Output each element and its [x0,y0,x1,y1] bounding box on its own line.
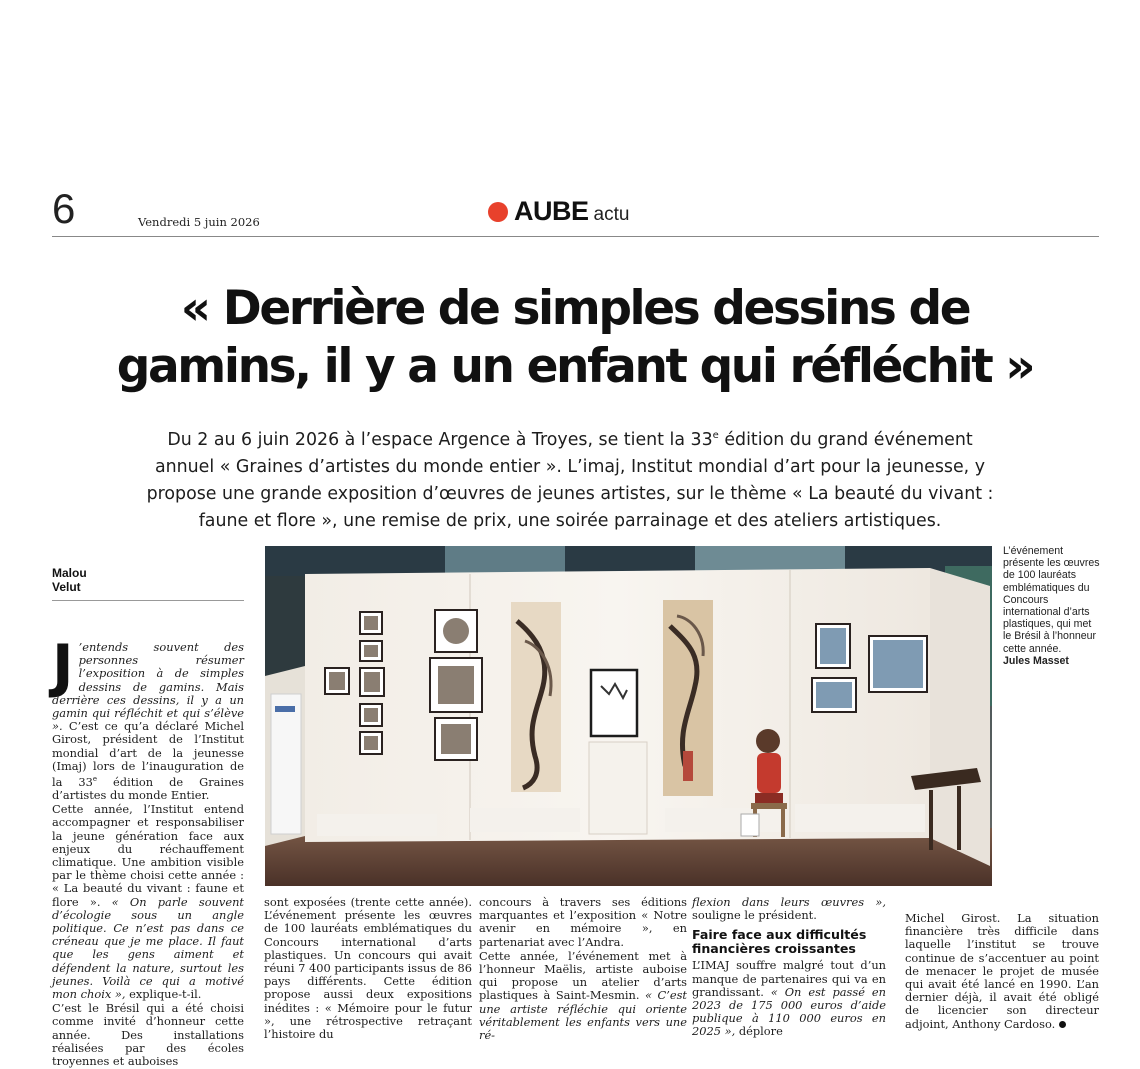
article-column-4 [692,896,886,1040]
article-paragraph-6 [479,950,687,1042]
paragraph-8-text-a: L’IMAJ souffre malgré tout d’un manque de partenaires qui va en grandissant. [692,958,886,999]
paragraph-6-text-a: Cette année, l’événement met à l’honneur Maëlis, artiste auboise qui propose un atelier d’arts plastiques à Saint-Mesmin. [479,948,687,1003]
lead-paragraph [140,422,1000,536]
section-subname: actu [593,203,630,225]
section-name: AUBE [514,196,589,226]
headline [30,280,1120,396]
article-paragraph-4: sont exposées (trente cette année). L’événement présente les œuvres de 100 lauréats emblématiques du Concours international d’arts plastiques. Un concours qui avait réuni 7 400 participants issus de 86 pays différents. Cette édition propose aussi deux expositions inédites : « Mémoire pour le futur », une rétrospective retraçant l’histoire du [264,895,472,1042]
issue-date: Vendredi 5 juin 2026 [138,215,260,229]
paragraph-1-superscript: e [92,775,98,784]
lead-part-2: édition du grand événement annuel « Graines d’artistes du monde entier ». L’imaj, Institut mondial d’art pour la jeunesse, y propose une grande exposition d’œuvres de jeunes artistes, sur le thème « La beauté du vivant : faune et flore », une remise de prix, une soirée parrainage et des ateliers artistiques. [146,429,994,532]
paragraph-6-quote: « C’est une artiste réfléchie qui oriente véritablement les enfants vers une ré- [479,988,688,1043]
headline-line-2: gamins, il y a un enfant qui réfléchit » [116,339,1034,394]
paragraph-7-text: souligne le président. [692,908,817,923]
article-paragraph-1 [52,632,244,803]
lead-part-1: Du 2 au 6 juin 2026 à l’espace Argence à Troyes, se tient la 33 [167,429,713,450]
page-number: 6 [52,185,76,232]
lead-superscript: e [712,430,719,441]
opening-quote: ’entends souvent des personnes résumer l’exposition à de simples dessins de gamins. Mais derrière ces dessins, il y a un gamin qui réfléchit et qui s’élève ». [52,640,244,734]
drop-cap: J [52,632,74,700]
paragraph-8-quote: « On est passé en 2023 de 175 000 euros d’aide publique à 110 000 euros en 2025 », [692,984,887,1039]
exhibition-photo-illustration [265,546,992,886]
paragraph-2-quote: « On parle souvent d’écologie sous un angle politique. Ce n’est pas dans ce créneau que je me place. Il faut que les gens aiment et défendent la nature, surtout les jeunes. Voilà ce qui a motivé mon choix », [52,894,244,1002]
article-paragraph-2 [52,803,244,1001]
paragraph-9-text: Michel Girost. La situation financière très difficile dans laquelle l’institut se trouve continue de s’accentuer au point de menacer le projet de musée qui avait été lancé en 1990. L’an dernier déjà, il avait été obligé de licencier son directeur adjoint, Anthony Cardoso. [905,911,1099,1031]
paragraph-1-text-a: C’est ce qu’a déclaré Michel Girost, président de l’Institut mondial d’art de la jeunesse (Imaj) lors de l’inauguration de la 33 [52,719,244,789]
article-paragraph-3: C’est le Brésil qui a été choisi comme invité d’honneur cette année. Des installations réalisées par des écoles troyennes et auboises [52,1001,244,1069]
article-column-3 [479,896,687,1043]
author-first-name: Malou [52,566,87,580]
article-paragraph-5: concours à travers ses éditions marquantes et l’exposition « Notre avenir en mémoire », en partenariat avec l’Andra. [479,895,687,949]
photo-caption-text: L’événement présente les œuvres de 100 lauréats emblématiques du Concours international d’arts plastiques, qui met le Brésil à l’honneur cette année. [1003,545,1100,655]
photo-caption [1003,545,1101,667]
article-paragraph-9 [905,912,1099,1031]
header-divider [52,236,1099,237]
paragraph-2-text-a: Cette année, l’Institut entend accompagner et responsabiliser la jeune génération face aux enjeux du réchauffement climatique. Une ambition visible par le thème choisi cette année : « La beauté du vivant : faune et flore ». [52,802,244,909]
section-label [488,198,629,225]
paragraph-8-text-b: déplore [735,1024,783,1039]
paragraph-1-text-b: édition de Graines d’artistes du monde Entier. [52,774,244,803]
author-byline [52,566,87,594]
author-divider [52,600,244,601]
exhibition-photo [265,546,992,886]
paragraph-7-quote: flexion dans leurs œuvres », [692,895,886,909]
end-of-article-icon [1059,1021,1066,1028]
article-paragraph-7 [692,896,886,922]
headline-line-1: « Derrière de simples dessins de [180,281,970,336]
article-subheading: Faire face aux difficultés financières croissantes [692,927,867,957]
section-dot-icon [488,202,508,222]
photo-credit: Jules Masset [1003,654,1069,667]
author-last-name: Velut [52,580,81,594]
paragraph-2-text-b: explique-t-il. [125,987,202,1002]
article-column-5 [905,912,1099,1032]
article-paragraph-8 [692,959,886,1038]
article-column-1 [52,632,244,1069]
article-column-2 [264,896,472,1042]
